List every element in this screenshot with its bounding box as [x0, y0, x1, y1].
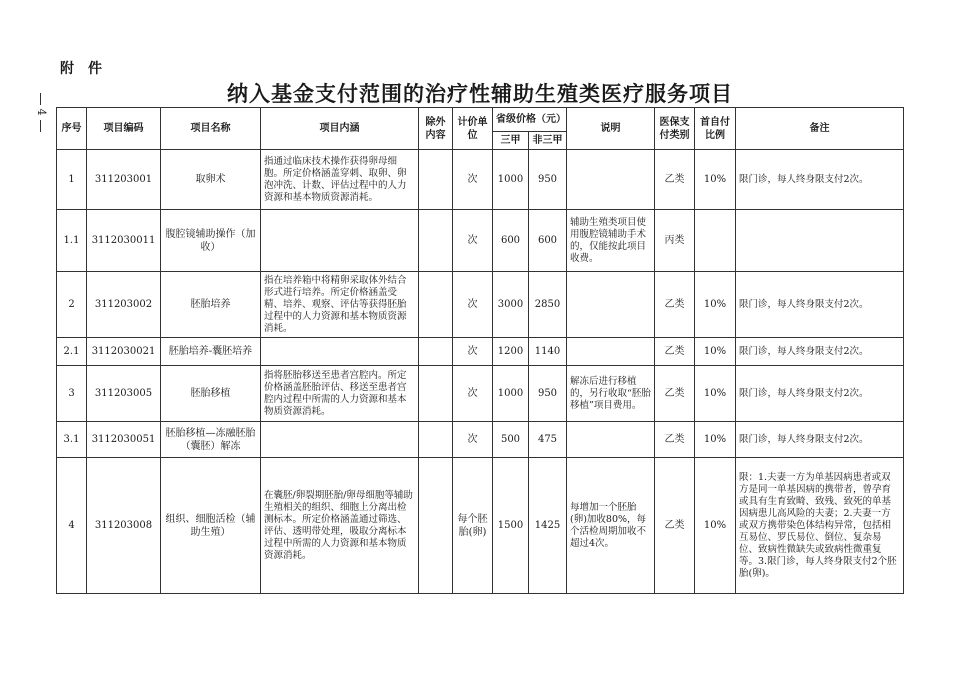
row-excluded — [419, 272, 453, 338]
header-tier3a: 三甲 — [493, 132, 529, 150]
row-remark — [736, 210, 904, 272]
row-note: 辅助生殖类项目使用腹腔镜辅助手术的，仅能按此项目收费。 — [567, 210, 655, 272]
row-insurance-type: 乙类 — [655, 422, 695, 458]
row-remark: 限门诊，每人终身限支付2次。 — [736, 422, 904, 458]
row-note: 每增加一个胚胎(卵)加收80%，每个活检周期加收不超过4次。 — [567, 458, 655, 594]
row-content — [261, 338, 419, 366]
row-seq: 3.1 — [57, 422, 87, 458]
row-non-tier3a: 950 — [529, 366, 567, 422]
row-non-tier3a: 1140 — [529, 338, 567, 366]
row-excluded — [419, 210, 453, 272]
row-seq: 3 — [57, 366, 87, 422]
row-note — [567, 272, 655, 338]
row-insurance-type: 乙类 — [655, 150, 695, 210]
row-remark: 限门诊，每人终身限支付2次。 — [736, 366, 904, 422]
row-note — [567, 422, 655, 458]
row-tier3a: 1200 — [493, 338, 529, 366]
row-name: 胚胎移植—冻融胚胎（囊胚）解冻 — [161, 422, 261, 458]
row-name: 胚胎培养 — [161, 272, 261, 338]
row-self-pay: 10% — [695, 458, 736, 594]
row-code: 311203002 — [87, 272, 161, 338]
row-name: 胚胎移植 — [161, 366, 261, 422]
row-code: 3112030021 — [87, 338, 161, 366]
header-content: 项目内涵 — [261, 108, 419, 150]
row-note — [567, 338, 655, 366]
row-insurance-type: 丙类 — [655, 210, 695, 272]
row-self-pay: 10% — [695, 366, 736, 422]
header-unit: 计价单位 — [453, 108, 493, 150]
header-note: 说明 — [567, 108, 655, 150]
header-code: 项目编码 — [87, 108, 161, 150]
table-row — [57, 458, 904, 594]
row-insurance-type: 乙类 — [655, 272, 695, 338]
row-insurance-type: 乙类 — [655, 458, 695, 594]
row-remark: 限门诊，每人终身限支付2次。 — [736, 338, 904, 366]
row-excluded — [419, 422, 453, 458]
table-row — [57, 366, 904, 422]
table-row — [57, 210, 904, 272]
row-non-tier3a: 2850 — [529, 272, 567, 338]
header-name: 项目名称 — [161, 108, 261, 150]
row-self-pay: 10% — [695, 422, 736, 458]
row-seq: 2 — [57, 272, 87, 338]
row-remark: 限：1.夫妻一方为单基因病患者或双方是同一单基因病的携带者，曾孕育或具有生育致畸、致残、致死的单基因病患儿高风险的夫妻；2.夫妻一方或双方携带染色体结构异常，包括相互易位、罗氏易位、倒位、复杂易位、致病性微缺失或致病性微重复等。3.限门诊，每人终身限支付2个胚胎(卵)。 — [736, 458, 904, 594]
row-self-pay: 10% — [695, 338, 736, 366]
table-row — [57, 422, 904, 458]
table-row — [57, 272, 904, 338]
header-seq: 序号 — [57, 108, 87, 150]
header-excluded: 除外内容 — [419, 108, 453, 150]
row-unit: 次 — [453, 272, 493, 338]
attachment-label: 附件 — [60, 61, 116, 77]
row-code: 311203005 — [87, 366, 161, 422]
row-tier3a: 600 — [493, 210, 529, 272]
header-insurance-type: 医保支付类别 — [655, 108, 695, 150]
row-non-tier3a: 950 — [529, 150, 567, 210]
row-content: 指在培养箱中将精卵采取体外结合形式进行培养。所定价格涵盖受精、培养、观察、评估等获得胚胎过程中的人力资源和基本物质资源消耗。 — [261, 272, 419, 338]
row-seq: 1 — [57, 150, 87, 210]
header-price-group: 省级价格（元） — [493, 108, 567, 132]
page-title: 纳入基金支付范围的治疗性辅助生殖类医疗服务项目 — [227, 81, 733, 106]
row-tier3a: 500 — [493, 422, 529, 458]
row-name: 胚胎培养-囊胚培养 — [161, 338, 261, 366]
row-excluded — [419, 458, 453, 594]
row-code: 3112030051 — [87, 422, 161, 458]
table-row — [57, 338, 904, 366]
table-row — [57, 150, 904, 210]
row-tier3a: 1000 — [493, 150, 529, 210]
row-code: 311203001 — [87, 150, 161, 210]
row-excluded — [419, 150, 453, 210]
row-name: 腹腔镜辅助操作（加收） — [161, 210, 261, 272]
header-remark: 备注 — [736, 108, 904, 150]
row-excluded — [419, 366, 453, 422]
row-self-pay — [695, 210, 736, 272]
row-content — [261, 422, 419, 458]
header-self-pay: 首自付比例 — [695, 108, 736, 150]
row-content: 指通过临床技术操作获得卵母细胞。所定价格涵盖穿刺、取卵、卵泡冲洗、计数、评估过程中的人力资源和基本物质资源消耗。 — [261, 150, 419, 210]
row-non-tier3a: 600 — [529, 210, 567, 272]
row-code: 3112030011 — [87, 210, 161, 272]
row-name: 取卵术 — [161, 150, 261, 210]
row-content: 在囊胚/卵裂期胚胎/卵母细胞等辅助生殖相关的组织、细胞上分离出检测标本。所定价格涵盖通过筛选、评估、透明带处理，吸取分离标本过程中所需的人力资源和基本物质资源消耗。 — [261, 458, 419, 594]
header-non-tier3a: 非三甲 — [529, 132, 567, 150]
row-self-pay: 10% — [695, 272, 736, 338]
row-note — [567, 150, 655, 210]
row-unit: 次 — [453, 210, 493, 272]
row-seq: 2.1 — [57, 338, 87, 366]
row-remark: 限门诊，每人终身限支付2次。 — [736, 150, 904, 210]
row-unit: 次 — [453, 150, 493, 210]
row-insurance-type: 乙类 — [655, 366, 695, 422]
row-seq: 1.1 — [57, 210, 87, 272]
row-excluded — [419, 338, 453, 366]
row-content — [261, 210, 419, 272]
row-tier3a: 1000 — [493, 366, 529, 422]
row-self-pay: 10% — [695, 150, 736, 210]
row-tier3a: 3000 — [493, 272, 529, 338]
row-insurance-type: 乙类 — [655, 338, 695, 366]
page-number: 4 — [35, 108, 48, 116]
row-note: 解冻后进行移植的，另行收取“胚胎移植”项目费用。 — [567, 366, 655, 422]
row-non-tier3a: 475 — [529, 422, 567, 458]
row-unit: 次 — [453, 366, 493, 422]
row-unit: 次 — [453, 338, 493, 366]
row-tier3a: 1500 — [493, 458, 529, 594]
row-code: 311203008 — [87, 458, 161, 594]
row-seq: 4 — [57, 458, 87, 594]
row-unit: 每个胚胎(卵) — [453, 458, 493, 594]
row-unit: 次 — [453, 422, 493, 458]
services-table — [56, 107, 904, 594]
row-name: 组织、细胞活检（辅助生殖） — [161, 458, 261, 594]
row-non-tier3a: 1425 — [529, 458, 567, 594]
row-remark: 限门诊，每人终身限支付2次。 — [736, 272, 904, 338]
row-content: 指将胚胎移送至患者宫腔内。所定价格涵盖胚胎评估、移送至患者宫腔内过程中所需的人力资源和基本物质资源消耗。 — [261, 366, 419, 422]
